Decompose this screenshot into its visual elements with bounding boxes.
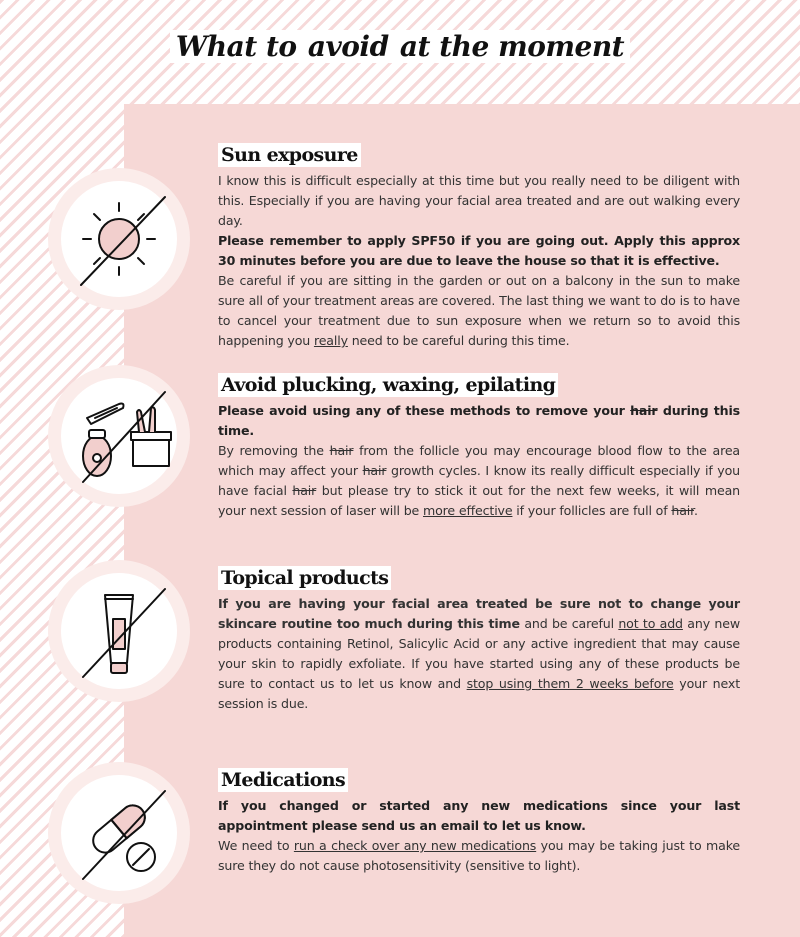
section-heading: Topical products xyxy=(218,566,391,590)
underlined-text: more effective xyxy=(423,503,513,518)
struck-text: hair xyxy=(630,403,658,418)
underlined-text: stop using them 2 weeks before xyxy=(466,676,674,691)
section-topical-products xyxy=(218,566,740,714)
underlined-text: not to add xyxy=(618,616,683,631)
bold-text: If you are having your facial area treated be sure not to change your skincare routine too much during this time xyxy=(218,596,740,631)
section-heading: Avoid plucking, waxing, epilating xyxy=(218,373,558,397)
title-highlight: avoid xyxy=(307,30,389,63)
struck-text: hair xyxy=(292,483,317,498)
section-paragraph-bold: If you changed or started any new medications since your last appointment please send us an email to let us know. xyxy=(218,798,740,833)
section-paragraph: If you are having your facial area treated be sure not to change your skincare routine too much during this time and be careful not to add any new products containing Retinol, Salicylic Acid or any active ingredient that may cause your skin to rapidly exfoliate. If you have started using any of these products be sure to contact us to let us know and stop using them 2 weeks before your next session is due. xyxy=(218,596,740,711)
tube-crossed-icon xyxy=(61,573,177,689)
section-medications xyxy=(218,768,740,876)
section-sun-exposure xyxy=(218,143,740,351)
section-heading: Sun exposure xyxy=(218,143,361,167)
section-paragraph: We need to run a check over any new medications you may be taking just to make sure they do not cause photosensitivity (sensitive to light). xyxy=(218,838,741,873)
section-paragraph-bold: Please avoid using any of these methods to remove your hair during this time. xyxy=(218,403,740,438)
tube-icon-badge xyxy=(48,560,190,702)
epilator-icon-badge xyxy=(48,365,190,507)
section-paragraph: I know this is difficult especially at this time but you really need to be diligent with this. Especially if you are having your facial area treated and are out walking every day. xyxy=(218,173,740,228)
struck-text: hair xyxy=(362,463,387,478)
page-title xyxy=(0,30,800,63)
pills-crossed-icon xyxy=(61,775,177,891)
epilator-crossed-icon xyxy=(61,378,177,494)
struck-text: hair xyxy=(671,503,694,518)
sun-icon-badge xyxy=(48,168,190,310)
section-paragraph: By removing the hair from the follicle you may encourage blood flow to the area which may affect your hair growth cycles. I know its really difficult especially if you have facial hair but please try to stick it out for the next few weeks, it will mean your next session of laser will be more effective if your follicles are full of hair. xyxy=(218,443,740,518)
pills-icon-badge xyxy=(48,762,190,904)
underlined-text: run a check over any new medications xyxy=(293,838,537,853)
section-paragraph-bold: Please remember to apply SPF50 if you are going out. Apply this approx 30 minutes before you are due to leave the house so that it is effective. xyxy=(218,233,740,268)
title-text-end: at the moment xyxy=(390,30,625,63)
section-paragraph: Be careful if you are sitting in the garden or out on a balcony in the sun to make sure all of your treatment areas are covered. The last thing we want to do is to have to cancel your treatment due to sun exposure when we return so to avoid this happening you really need to be careful during this time. xyxy=(218,273,740,348)
sun-crossed-icon xyxy=(61,181,177,297)
underlined-text: really xyxy=(313,333,348,348)
section-avoid-plucking xyxy=(218,373,740,521)
title-text-start: What to xyxy=(175,30,306,63)
section-heading: Medications xyxy=(218,768,348,792)
struck-text: hair xyxy=(329,443,354,458)
